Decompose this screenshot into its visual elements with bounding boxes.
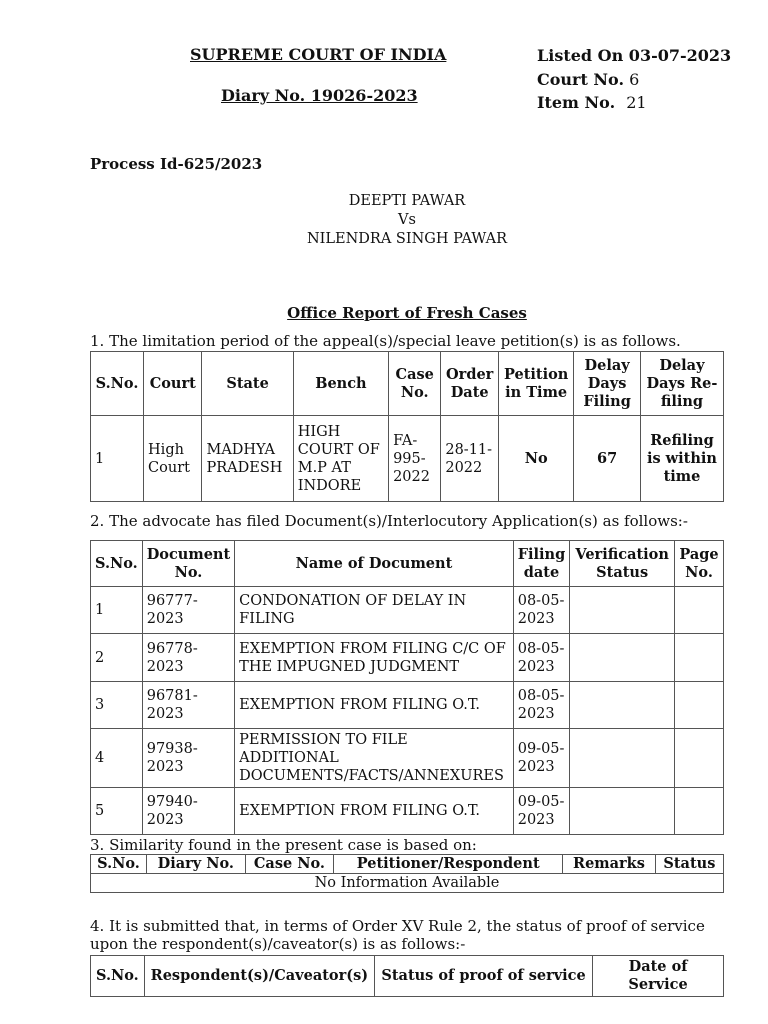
- table-row: [91, 416, 724, 502]
- header-cell: Diary No.: [146, 855, 245, 874]
- cell-document-name: EXEMPTION FROM FILING O.T.: [235, 788, 514, 835]
- similarity-table: [90, 854, 724, 893]
- parties: [0, 192, 768, 249]
- header-cell: S.No.: [91, 956, 145, 997]
- header-cell: Remarks: [563, 855, 656, 874]
- service-table: [90, 955, 724, 997]
- header-cell: Name of Document: [235, 541, 514, 587]
- item-no-value: 21: [626, 93, 647, 112]
- documents-table: [90, 540, 724, 835]
- cell-page-no: [675, 788, 724, 835]
- cell-document-no: 96777-2023: [142, 587, 234, 634]
- header-cell: S.No.: [91, 855, 147, 874]
- cell-document-no: 97940-2023: [142, 788, 234, 835]
- service-table-header: [91, 956, 724, 997]
- header-cell: Status: [655, 855, 723, 874]
- table-row: [91, 682, 724, 729]
- no-information-message: No Information Available: [91, 874, 724, 893]
- header-cell: Bench: [293, 352, 388, 416]
- table-row: [91, 587, 724, 634]
- cell-delay-refiling: Refiling is within time: [640, 416, 723, 502]
- cell-order-date: 28-11-2022: [441, 416, 499, 502]
- court-no-value: 6: [629, 70, 640, 89]
- court-no-label: Court No.: [537, 70, 625, 89]
- item-no: [537, 93, 647, 112]
- similarity-table-header: [91, 855, 724, 874]
- cell-page-no: [675, 682, 724, 729]
- cell-filing-date: 08-05-2023: [513, 634, 570, 682]
- cell-court: High Court: [144, 416, 202, 502]
- header-cell: Date of Service: [593, 956, 724, 997]
- cell-state: MADHYA PRADESH: [202, 416, 293, 502]
- header-cell: Page No.: [675, 541, 724, 587]
- cell-filing-date: 08-05-2023: [513, 587, 570, 634]
- cell-verification-status: [570, 682, 675, 729]
- cell-sno: 3: [91, 682, 143, 729]
- header-cell: Case No.: [245, 855, 334, 874]
- cell-document-no: 96778-2023: [142, 634, 234, 682]
- cell-document-name: EXEMPTION FROM FILING O.T.: [235, 682, 514, 729]
- header-cell: Delay Days Re-filing: [640, 352, 723, 416]
- court-name: SUPREME COURT OF INDIA: [190, 45, 447, 64]
- section2-heading: 2. The advocate has filed Document(s)/Interlocutory Application(s) as follows:-: [90, 512, 688, 530]
- header-cell: S.No.: [91, 352, 144, 416]
- court-no: [537, 70, 639, 89]
- item-no-label: Item No.: [537, 93, 616, 112]
- process-id: Process Id-625/2023: [90, 155, 263, 173]
- header-cell: S.No.: [91, 541, 143, 587]
- cell-page-no: [675, 587, 724, 634]
- cell-petition-in-time: No: [499, 416, 574, 502]
- cell-bench: HIGH COURT OF M.P AT INDORE: [293, 416, 388, 502]
- cell-verification-status: [570, 729, 675, 788]
- cell-case-no: FA-995-2022: [389, 416, 441, 502]
- cell-verification-status: [570, 634, 675, 682]
- cell-sno: 2: [91, 634, 143, 682]
- report-title: Office Report of Fresh Cases: [287, 304, 527, 322]
- cell-filing-date: 09-05-2023: [513, 729, 570, 788]
- cell-document-no: 97938-2023: [142, 729, 234, 788]
- table-row: [91, 788, 724, 835]
- petitioner-name: DEEPTI PAWAR: [348, 193, 466, 209]
- cell-page-no: [675, 729, 724, 788]
- table-row: [91, 729, 724, 788]
- cell-sno: 4: [91, 729, 143, 788]
- cell-delay-days: 67: [574, 416, 641, 502]
- cell-page-no: [675, 634, 724, 682]
- cell-document-no: 96781-2023: [142, 682, 234, 729]
- header-cell: State: [202, 352, 293, 416]
- cell-document-name: CONDONATION OF DELAY IN FILING: [235, 587, 514, 634]
- header-cell: Verification Status: [570, 541, 675, 587]
- header-cell: Document No.: [142, 541, 234, 587]
- cell-sno: 1: [91, 587, 143, 634]
- header-cell: Case No.: [389, 352, 441, 416]
- table-row: [91, 874, 724, 893]
- cell-verification-status: [570, 788, 675, 835]
- header-cell: Petitioner/Respondent: [334, 855, 563, 874]
- header-cell: Court: [144, 352, 202, 416]
- cell-sno: 5: [91, 788, 143, 835]
- limitation-table: [90, 351, 724, 502]
- table-row: [91, 634, 724, 682]
- documents-table-header: [91, 541, 724, 587]
- section4-heading: 4. It is submitted that, in terms of Order XV Rule 2, the status of proof of service upon the respondent(s)/caveator(s) is as follows:-: [90, 917, 705, 953]
- header-cell: Status of proof of service: [375, 956, 593, 997]
- diary-number: Diary No. 19026-2023: [221, 86, 418, 105]
- header-cell: Filing date: [513, 541, 570, 587]
- cell-filing-date: 09-05-2023: [513, 788, 570, 835]
- respondent-name: NILENDRA SINGH PAWAR: [306, 231, 507, 247]
- header-cell: Delay Days Filing: [574, 352, 641, 416]
- header-cell: Respondent(s)/Caveator(s): [144, 956, 374, 997]
- cell-verification-status: [570, 587, 675, 634]
- cell-filing-date: 08-05-2023: [513, 682, 570, 729]
- limitation-table-header: [91, 352, 724, 416]
- cell-document-name: PERMISSION TO FILE ADDITIONAL DOCUMENTS/FACTS/ANNEXURES: [235, 729, 514, 788]
- header-cell: Order Date: [441, 352, 499, 416]
- section1-heading: 1. The limitation period of the appeal(s)/special leave petition(s) is as follows.: [90, 332, 681, 350]
- versus-label: Vs: [398, 212, 416, 228]
- section3-heading: 3. Similarity found in the present case is based on:: [90, 836, 477, 854]
- cell-document-name: EXEMPTION FROM FILING C/C OF THE IMPUGNED JUDGMENT: [235, 634, 514, 682]
- listed-on: Listed On 03-07-2023: [537, 46, 732, 65]
- header-cell: Petition in Time: [499, 352, 574, 416]
- cell-sno: 1: [91, 416, 144, 502]
